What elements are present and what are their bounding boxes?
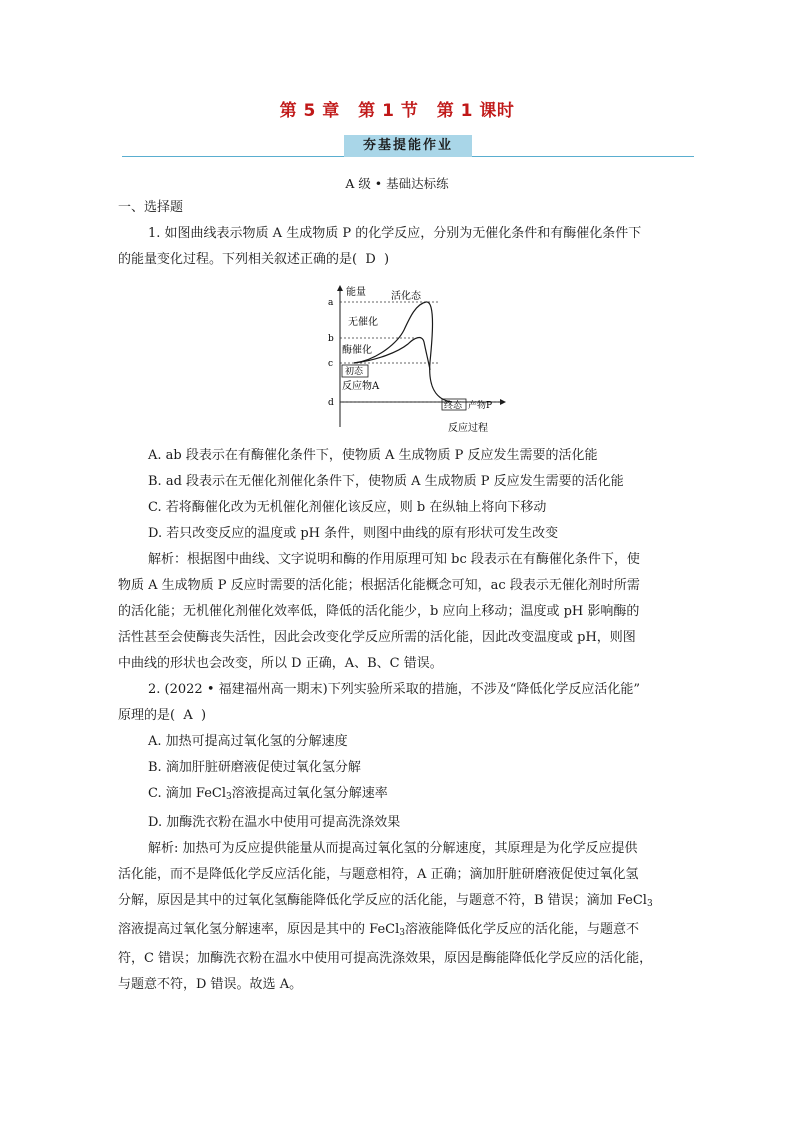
q2-analysis-line5: 符，C 错误；加酶洗衣粉在温水中使用可提高洗涤效果，原因是酶能降低化学反应的活化能， [118,951,653,966]
q2-analysis-line3-sub: 3 [646,899,653,909]
chapter-label: 第 5 章 [279,101,340,121]
q1-analysis-line5: 中曲线的形状也会改变，所以 D 正确，A、B、C 错误。 [118,656,443,671]
part-heading: 一、选择题 [118,200,184,215]
lesson-label: 第 1 课时 [436,101,515,121]
q2-analysis-line3 [118,888,678,917]
question-1-stem [118,195,678,273]
q2-answer: A [183,708,193,723]
page-title [0,96,794,121]
q2-analysis-line2: 活化能，而不是降低化学反应活化能，与题意相符，A 正确；滴加肝脏研磨液促使过氧化氢 [118,867,639,882]
q2-option-a: A. 加热可提高过氧化氢的分解速度 [148,734,348,749]
q1-answer: D [365,252,376,267]
y-tick-c: c [328,359,334,369]
q2-stem-line1: 2. (2022 • 福建福州高一期末)下列实验所采取的措施，不涉及“降低化学反应活化能” [148,682,640,697]
y-axis-label: 能量 [346,287,366,298]
q2-option-c [118,781,678,810]
activated-state-label: 活化态 [391,291,421,302]
q1-analysis-line3: 的活化能；无机催化剂催化效率低，降低的活化能少，b 应向上移动；温度或 pH 影响酶的 [118,604,640,619]
q2-analysis-line6: 与题意不符，D 错误。故选 A。 [118,977,303,992]
q1-stem-text: 的能量变化过程。下列相关叙述正确的是( [118,252,358,267]
energy-diagram [318,282,508,437]
product-label: 产物P [468,401,493,411]
q1-analysis-line2: 物质 A 生成物质 P 反应时需要的活化能；根据活化能概念可知，ac 段表示无催化剂时所需 [118,578,640,593]
final-state-label: 终态 [444,401,463,411]
initial-state-label: 初态 [345,367,364,377]
q2-analysis-line3-pre: 分解，原因是其中的过氧化氢酶能降低化学反应的活化能，与题意不符，B 错误；滴加 FeCl [118,893,647,908]
banner [122,133,694,159]
q2-analysis-line4-sub: 3 [399,928,405,938]
question-1-body [118,443,678,998]
q2-analysis-line4-post: 溶液能降低化学反应的活化能，与题意不 [404,922,639,937]
q2-option-d: D. 加酶洗衣粉在温水中使用可提高洗涤效果 [148,815,401,830]
y-tick-b: b [328,334,334,344]
q2-option-b: B. 滴加肝脏研磨液促使过氧化氢分解 [148,760,361,775]
enzyme-label: 酶催化 [342,345,372,356]
level-title: A 级 • 基础达标练 [345,176,449,191]
q2-analysis-line4 [118,917,678,946]
q1-analysis-line1: 解析：根据图中曲线、文字说明和酶的作用原理可知 bc 段表示在有酶催化条件下，使 [148,552,640,567]
q2-option-c-sub: 3 [226,792,232,802]
q2-option-c-pre: C. 滴加 FeCl [148,786,226,801]
section-label: 第 1 节 [358,101,419,121]
no-catalyst-label: 无催化 [348,317,378,328]
q1-option-c: C. 若将酶催化改为无机催化剂催化该反应，则 b 在纵轴上将向下移动 [148,500,547,515]
q2-analysis-line1: 解析: 加热可为反应提供能量从而提高过氧化氢的分解速度，其原理是为化学反应提供 [148,841,638,856]
q2-stem-text: 原理的是( [118,708,176,723]
q2-option-c-post: 溶液提高过氧化氢分解速率 [231,786,388,801]
y-tick-d: d [328,398,334,408]
banner-label: 夯基提能作业 [344,135,472,157]
q2-stem-close: ) [201,708,207,723]
y-tick-a: a [328,298,334,308]
q1-option-b: B. ad 段表示在无催化剂催化条件下，使物质 A 生成物质 P 反应发生需要的活化能 [148,474,624,489]
q1-stem-close: ) [384,252,390,267]
q1-option-a: A. ab 段表示在有酶催化条件下，使物质 A 生成物质 P 反应发生需要的活化能 [148,448,598,463]
q1-stem-line1: 1. 如图曲线表示物质 A 生成物质 P 的化学反应，分别为无催化条件和有酶催化条件下 [148,226,642,241]
reactant-label: 反应物A [342,381,380,392]
q1-option-d: D. 若只改变反应的温度或 pH 条件，则图中曲线的原有形状可发生改变 [148,526,559,541]
q2-stem-line2 [118,703,678,729]
q2-analysis-line4-pre: 溶液提高过氧化氢分解速率，原因是其中的 FeCl [118,922,400,937]
q1-analysis-line4: 活性甚至会使酶丧失活性，因此会改变化学反应所需的活化能，因此改变温度或 pH，则图 [118,630,636,645]
q1-stem-line2 [118,247,678,273]
x-axis-label: 反应过程 [448,423,488,434]
